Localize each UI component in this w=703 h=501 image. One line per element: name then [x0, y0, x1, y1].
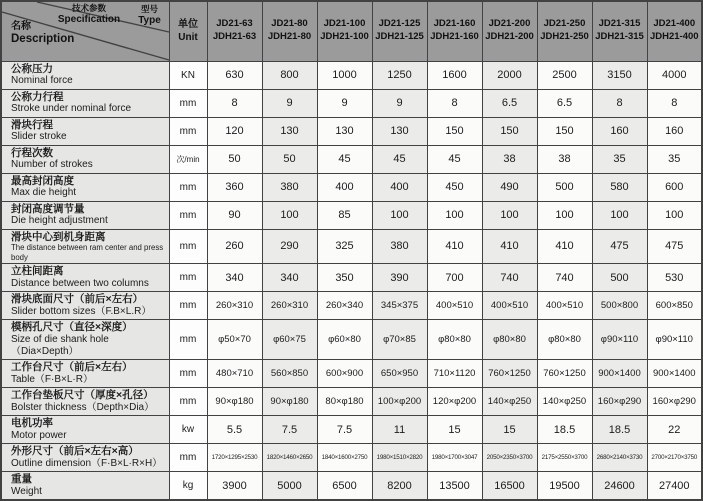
spec-value-cell: 740: [537, 264, 592, 292]
model-name-line1: JD21-100: [323, 18, 366, 30]
spec-value-cell: 260×340: [317, 292, 372, 320]
spec-value-cell: 13500: [427, 472, 482, 500]
spec-value-cell: 150: [427, 117, 482, 145]
unit-cell: mm: [169, 292, 207, 320]
spec-value-cell: 6.5: [482, 89, 537, 117]
spec-name-en: The distance between ram center and press body: [11, 243, 164, 262]
spec-value-cell: 380: [372, 229, 427, 264]
unit-cell: mm: [169, 89, 207, 117]
unit-cell: mm: [169, 444, 207, 472]
model-name-line1: JD21-160: [433, 18, 476, 30]
spec-value-cell: 1980×1700×3047: [427, 444, 482, 472]
model-name-line2: JDH21-100: [320, 31, 369, 43]
spec-value-cell: 6500: [317, 472, 372, 500]
spec-value-cell: φ60×80: [317, 320, 372, 360]
spec-value-cell: 100: [262, 201, 317, 229]
spec-value-cell: 45: [372, 145, 427, 173]
spec-value-cell: 19500: [537, 472, 592, 500]
spec-value-cell: 8: [647, 89, 702, 117]
unit-cell: KN: [169, 61, 207, 89]
spec-value-cell: 360: [207, 173, 262, 201]
spec-value-cell: 15: [427, 416, 482, 444]
spec-value-cell: 5.5: [207, 416, 262, 444]
spec-value-cell: 18.5: [592, 416, 647, 444]
spec-value-cell: φ80×80: [537, 320, 592, 360]
model-name-line1: JD21-400: [653, 18, 696, 30]
spec-description-cell: [1, 360, 169, 388]
model-column-header: [262, 1, 317, 61]
spec-value-cell: 290: [262, 229, 317, 264]
spec-value-cell: 580: [592, 173, 647, 201]
spec-value-cell: 8200: [372, 472, 427, 500]
spec-value-cell: 530: [647, 264, 702, 292]
spec-value-cell: 130: [317, 117, 372, 145]
spec-value-cell: 1250: [372, 61, 427, 89]
name-cn: 名称: [11, 21, 31, 32]
spec-value-cell: 2000: [482, 61, 537, 89]
spec-value-cell: 38: [537, 145, 592, 173]
spec-value-cell: 1600: [427, 61, 482, 89]
spec-value-cell: 400×510: [537, 292, 592, 320]
spec-value-cell: 410: [427, 229, 482, 264]
model-name-line1: JD21-80: [271, 18, 308, 30]
unit-header-cn: 单位: [178, 18, 198, 30]
spec-name-en: Outline dimension（F·B×L·R×H）: [11, 458, 163, 470]
spec-value-cell: 90: [207, 201, 262, 229]
spec-value-cell: 90×φ180: [262, 388, 317, 416]
spec-description-cell: [1, 89, 169, 117]
unit-column-header: [169, 1, 207, 61]
model-name-line1: JD21-200: [488, 18, 531, 30]
spec-name-cn: 工作台垫板尺寸（厚度×孔径）: [11, 389, 154, 402]
spec-value-cell: 120: [207, 117, 262, 145]
spec-value-cell: 35: [647, 145, 702, 173]
unit-cell: kg: [169, 472, 207, 500]
spec-value-cell: 22: [647, 416, 702, 444]
spec-value-cell: φ80×80: [482, 320, 537, 360]
spec-value-cell: 100: [372, 201, 427, 229]
spec-value-cell: 710×1120: [427, 360, 482, 388]
spec-name-cn: 电机功率: [11, 417, 53, 430]
unit-cell: kw: [169, 416, 207, 444]
table-row: [1, 61, 702, 89]
spec-value-cell: 9: [317, 89, 372, 117]
spec-value-cell: 160: [592, 117, 647, 145]
model-column-header: [482, 1, 537, 61]
spec-value-cell: 45: [317, 145, 372, 173]
model-column-header: [592, 1, 647, 61]
spec-value-cell: 160: [647, 117, 702, 145]
model-name-line2: JDH21-125: [375, 31, 424, 43]
spec-name-cn: 公称力行程: [11, 90, 64, 103]
corner-type-label: [133, 5, 167, 26]
spec-value-cell: 3150: [592, 61, 647, 89]
unit-cell: mm: [169, 229, 207, 264]
spec-value-cell: φ90×110: [647, 320, 702, 360]
spec-value-cell: 390: [372, 264, 427, 292]
spec-value-cell: 50: [262, 145, 317, 173]
spec-value-cell: 18.5: [537, 416, 592, 444]
table-row: [1, 173, 702, 201]
spec-value-cell: 160×φ290: [647, 388, 702, 416]
spec-value-cell: 140×φ250: [482, 388, 537, 416]
spec-value-cell: 100: [427, 201, 482, 229]
spec-value-cell: 380: [262, 173, 317, 201]
spec-name-cn: 滑块底面尺寸（前后×左右）: [11, 293, 144, 306]
table-row: [1, 229, 702, 264]
spec-value-cell: 9: [372, 89, 427, 117]
unit-cell: mm: [169, 201, 207, 229]
spec-name-cn: 封闭高度调节量: [11, 202, 85, 215]
spec-value-cell: 130: [262, 117, 317, 145]
spec-name-en: Size of die shank hole（Dia×Depth）: [11, 334, 109, 358]
spec-value-cell: φ80×80: [427, 320, 482, 360]
spec-name-cn: 公称压力: [11, 62, 53, 75]
spec-value-cell: 15: [482, 416, 537, 444]
spec-cn: 技术参数: [71, 3, 106, 13]
spec-value-cell: φ90×110: [592, 320, 647, 360]
header-row: [1, 1, 702, 61]
spec-value-cell: 475: [647, 229, 702, 264]
spec-value-cell: 650×950: [372, 360, 427, 388]
spec-name-en: Slider stroke: [11, 131, 67, 143]
spec-value-cell: 4000: [647, 61, 702, 89]
spec-value-cell: 400×510: [427, 292, 482, 320]
spec-name-cn: 工作台尺寸（前后×左右）: [11, 361, 133, 374]
name-en: Description: [11, 33, 75, 45]
corner-name-label: [11, 21, 74, 47]
spec-description-cell: [1, 117, 169, 145]
spec-value-cell: 600×900: [317, 360, 372, 388]
spec-name-en: Nominal force: [11, 75, 73, 87]
spec-name-en: Slider bottom sizes（F.B×L.R）: [11, 306, 152, 318]
spec-name-en: Die height adjustment: [11, 215, 108, 227]
spec-name-en: Max die height: [11, 187, 77, 199]
spec-description-cell: [1, 264, 169, 292]
spec-value-cell: 100: [647, 201, 702, 229]
spec-value-cell: 50: [207, 145, 262, 173]
spec-value-cell: 100: [482, 201, 537, 229]
spec-value-cell: 150: [482, 117, 537, 145]
spec-value-cell: 500×800: [592, 292, 647, 320]
unit-cell: mm: [169, 264, 207, 292]
spec-value-cell: 8: [592, 89, 647, 117]
spec-value-cell: 1980×1510×2820: [372, 444, 427, 472]
spec-name-cn: 行程次数: [11, 146, 53, 159]
model-name-line2: JDH21-63: [212, 31, 257, 43]
spec-value-cell: 340: [207, 264, 262, 292]
spec-value-cell: 45: [427, 145, 482, 173]
spec-value-cell: 130: [372, 117, 427, 145]
spec-value-cell: 340: [262, 264, 317, 292]
table-row: [1, 320, 702, 360]
table-row: [1, 264, 702, 292]
spec-name-en: Table（F·B×L·R）: [11, 374, 93, 386]
spec-value-cell: 475: [592, 229, 647, 264]
spec-value-cell: 7.5: [317, 416, 372, 444]
corner-header-cell: [1, 1, 169, 61]
spec-description-cell: [1, 388, 169, 416]
spec-value-cell: 5000: [262, 472, 317, 500]
spec-description-cell: [1, 61, 169, 89]
model-name-line2: JDH21-315: [595, 31, 644, 43]
spec-value-cell: 2700×2170×3750: [647, 444, 702, 472]
unit-cell: mm: [169, 320, 207, 360]
model-name-line1: JD21-250: [543, 18, 586, 30]
model-column-header: [317, 1, 372, 61]
spec-value-cell: 760×1250: [482, 360, 537, 388]
spec-value-cell: 630: [207, 61, 262, 89]
spec-value-cell: 85: [317, 201, 372, 229]
spec-value-cell: 2500: [537, 61, 592, 89]
unit-cell: mm: [169, 173, 207, 201]
spec-en: Specification: [57, 13, 121, 25]
spec-value-cell: 100: [592, 201, 647, 229]
model-name-line1: JD21-125: [378, 18, 421, 30]
spec-name-en: Number of strokes: [11, 159, 93, 171]
spec-value-cell: 2680×2140×3730: [592, 444, 647, 472]
spec-value-cell: 38: [482, 145, 537, 173]
spec-value-cell: φ50×70: [207, 320, 262, 360]
spec-value-cell: 350: [317, 264, 372, 292]
spec-description-cell: [1, 229, 169, 264]
spec-name-en: Bolster thickness（Depth×Dia）: [11, 402, 155, 414]
spec-value-cell: 400: [372, 173, 427, 201]
unit-cell: 次/min: [169, 145, 207, 173]
spec-value-cell: 160×φ290: [592, 388, 647, 416]
spec-value-cell: 260×310: [262, 292, 317, 320]
spec-description-cell: [1, 292, 169, 320]
spec-description-cell: [1, 201, 169, 229]
spec-value-cell: 800: [262, 61, 317, 89]
table-row: [1, 472, 702, 500]
spec-value-cell: 480×710: [207, 360, 262, 388]
unit-cell: mm: [169, 360, 207, 388]
unit-cell: mm: [169, 117, 207, 145]
model-name-line2: JDH21-400: [649, 31, 699, 43]
spec-value-cell: 600×850: [647, 292, 702, 320]
spec-value-cell: 140×φ250: [537, 388, 592, 416]
table-row: [1, 444, 702, 472]
spec-name-cn: 重量: [11, 473, 32, 486]
table-row: [1, 201, 702, 229]
spec-value-cell: 500: [537, 173, 592, 201]
spec-description-cell: [1, 416, 169, 444]
spec-value-cell: 2175×2550×3700: [537, 444, 592, 472]
spec-value-cell: 900×1400: [647, 360, 702, 388]
model-name-line1: JD21-63: [216, 18, 253, 30]
spec-value-cell: 500: [592, 264, 647, 292]
model-column-header: [427, 1, 482, 61]
spec-value-cell: 260: [207, 229, 262, 264]
spec-description-cell: [1, 145, 169, 173]
spec-value-cell: 27400: [647, 472, 702, 500]
table-row: [1, 145, 702, 173]
spec-description-cell: [1, 444, 169, 472]
spec-value-cell: 100×φ200: [372, 388, 427, 416]
spec-value-cell: 740: [482, 264, 537, 292]
spec-description-cell: [1, 320, 169, 360]
spec-name-cn: 滑块中心到机身距离: [11, 230, 106, 243]
unit-cell: mm: [169, 388, 207, 416]
table-row: [1, 89, 702, 117]
spec-description-cell: [1, 472, 169, 500]
spec-value-cell: 3900: [207, 472, 262, 500]
spec-value-cell: 400×510: [482, 292, 537, 320]
spec-value-cell: 150: [537, 117, 592, 145]
spec-value-cell: 260×310: [207, 292, 262, 320]
spec-value-cell: 1720×1295×2530: [207, 444, 262, 472]
spec-value-cell: φ70×85: [372, 320, 427, 360]
spec-value-cell: φ60×75: [262, 320, 317, 360]
spec-description-cell: [1, 173, 169, 201]
spec-value-cell: 120×φ200: [427, 388, 482, 416]
spec-name-cn: 立柱间距离: [11, 265, 64, 278]
spec-value-cell: 345×375: [372, 292, 427, 320]
table-row: [1, 416, 702, 444]
model-name-line2: JDH21-250: [540, 31, 589, 43]
spec-value-cell: 8: [427, 89, 482, 117]
spec-value-cell: 560×850: [262, 360, 317, 388]
spec-name-en: Distance between two columns: [11, 278, 149, 290]
spec-value-cell: 450: [427, 173, 482, 201]
unit-header-en: Unit: [178, 32, 198, 44]
spec-value-cell: 9: [262, 89, 317, 117]
model-name-line2: JDH21-160: [430, 31, 479, 43]
spec-value-cell: 410: [537, 229, 592, 264]
type-cn: 型号: [140, 4, 158, 14]
spec-name-cn: 最高封闭高度: [11, 174, 74, 187]
spec-name-en: Stroke under nominal force: [11, 103, 132, 115]
spec-value-cell: 35: [592, 145, 647, 173]
spec-value-cell: 760×1250: [537, 360, 592, 388]
spec-value-cell: 90×φ180: [207, 388, 262, 416]
spec-value-cell: 1000: [317, 61, 372, 89]
model-column-header: [647, 1, 702, 61]
table-row: [1, 292, 702, 320]
spec-value-cell: 16500: [482, 472, 537, 500]
spec-value-cell: 1840×1600×2750: [317, 444, 372, 472]
model-column-header: [537, 1, 592, 61]
spec-name-cn: 模柄孔尺寸（直径×深度）: [11, 321, 133, 334]
spec-value-cell: 410: [482, 229, 537, 264]
spec-value-cell: 6.5: [537, 89, 592, 117]
spec-value-cell: 2050×2350×3700: [482, 444, 537, 472]
model-name-line2: JDH21-80: [267, 31, 312, 43]
spec-value-cell: 600: [647, 173, 702, 201]
spec-value-cell: 325: [317, 229, 372, 264]
spec-value-cell: 8: [207, 89, 262, 117]
spec-value-cell: 80×φ180: [317, 388, 372, 416]
model-column-header: [207, 1, 262, 61]
spec-value-cell: 11: [372, 416, 427, 444]
spec-name-cn: 滑块行程: [11, 118, 53, 131]
model-name-line2: JDH21-200: [485, 31, 534, 43]
spec-value-cell: 700: [427, 264, 482, 292]
spec-value-cell: 490: [482, 173, 537, 201]
spec-value-cell: 24600: [592, 472, 647, 500]
spec-name-cn: 外形尺寸（前后×左右×高）: [11, 445, 139, 458]
table-row: [1, 388, 702, 416]
model-name-line1: JD21-315: [598, 18, 641, 30]
spec-value-cell: 100: [537, 201, 592, 229]
spec-value-cell: 400: [317, 173, 372, 201]
spec-value-cell: 1820×1460×2650: [262, 444, 317, 472]
model-column-header: [372, 1, 427, 61]
spec-value-cell: 900×1400: [592, 360, 647, 388]
spec-name-en: Motor power: [11, 430, 67, 442]
table-row: [1, 360, 702, 388]
spec-value-cell: 7.5: [262, 416, 317, 444]
table-row: [1, 117, 702, 145]
type-en: Type: [138, 14, 161, 26]
spec-name-en: Weight: [11, 486, 42, 498]
